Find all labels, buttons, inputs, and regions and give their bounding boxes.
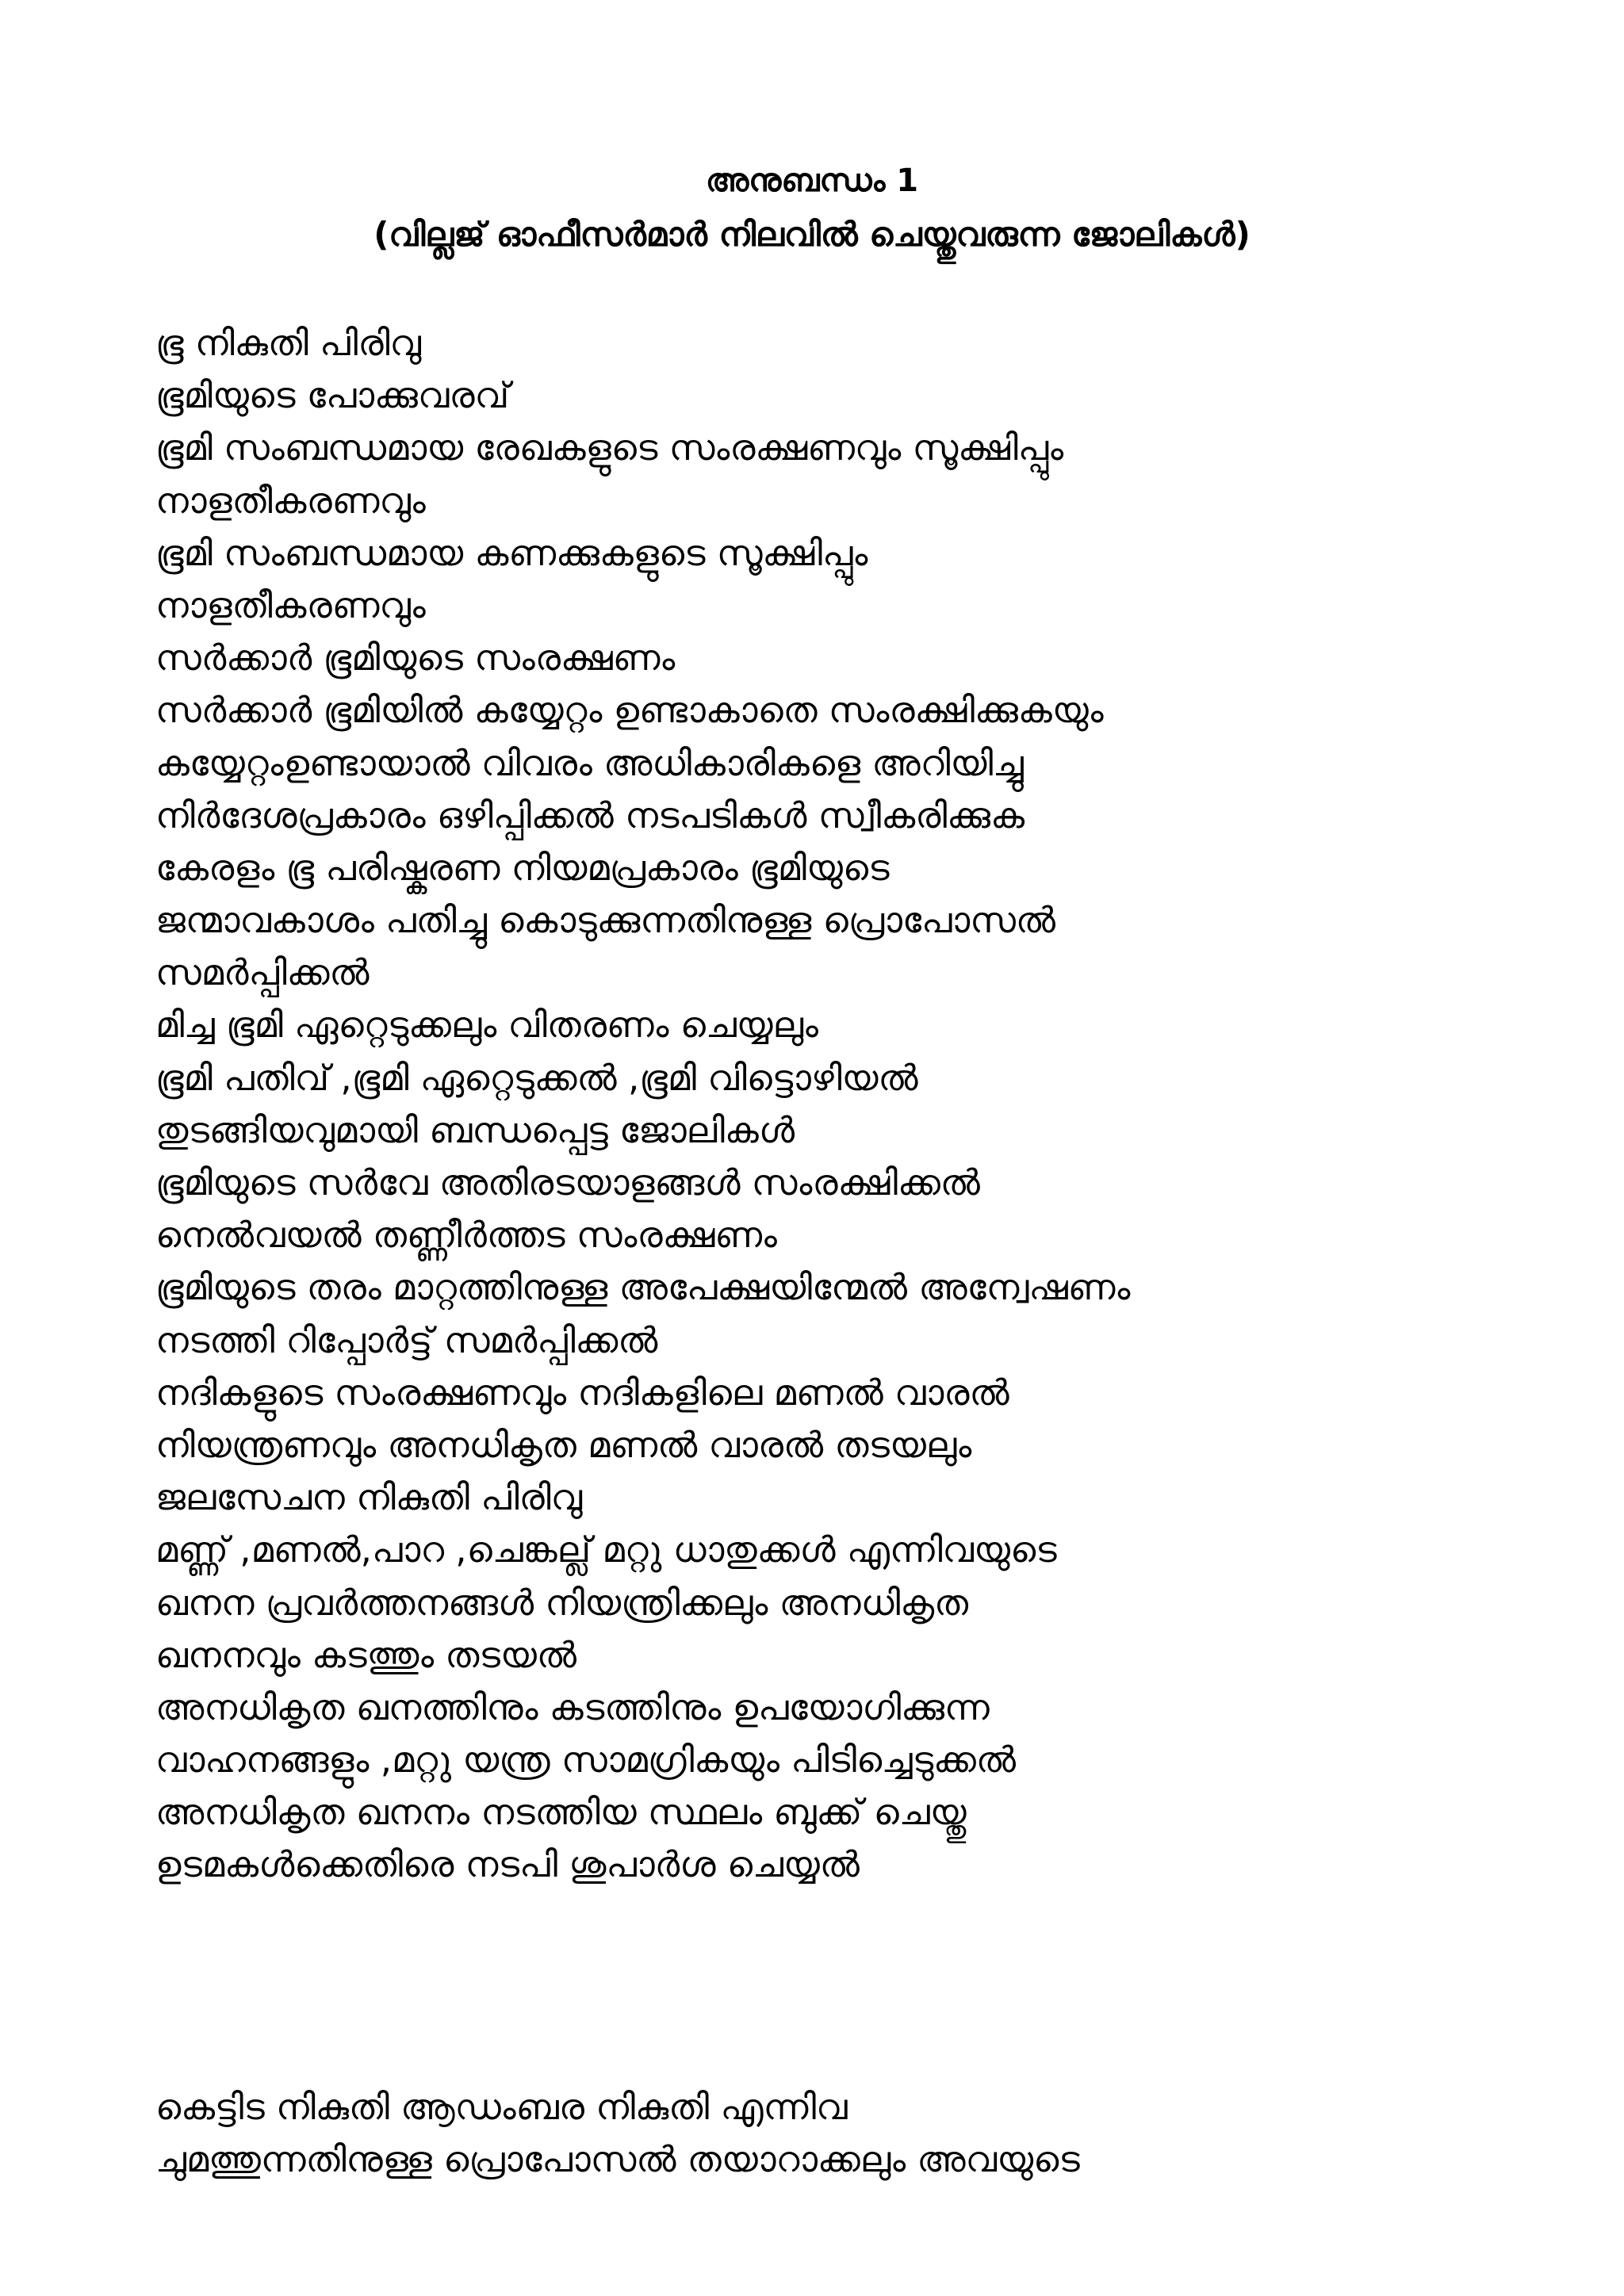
duty-line: അനധികൃത ഖനനം നടത്തിയ സ്ഥലം ബുക്ക് ചെയ്തു: [155, 1791, 967, 1834]
duty-line: ഉടമകൾക്കെതിരെ നടപി ശുപാർശ ചെയ്യൽ: [155, 1843, 860, 1886]
duty-line: ഭൂമിയുടെ പോക്കുവരവ്: [155, 374, 510, 417]
duty-line: തുടങ്ങിയവുമായി ബന്ധപ്പെട്ട ജോലികൾ: [155, 1108, 795, 1151]
duty-line: ജന്മാവകാശം പതിച്ചു കൊടുക്കുന്നതിനുള്ള പ്രൊപോസൽ: [155, 899, 1056, 942]
duty-line: മിച്ച ഭൂമി ഏറ്റെടുക്കലും വിതരണം ചെയ്യലും: [155, 1004, 818, 1047]
duty-line: ഖനന പ്രവർത്തനങ്ങൾ നിയന്ത്രിക്കലും അനധികൃത: [155, 1581, 969, 1624]
duty-line: സർക്കാർ ഭൂമിയുടെ സംരക്ഷണം: [155, 637, 676, 679]
document-subheading: (വില്ലജ് ഓഫീസർമാർ നിലവിൽ ചെയ്തുവരുന്ന ജോലികൾ): [373, 215, 1251, 254]
duty-line: നിർദേശപ്രകാരം ഒഴിപ്പിക്കൽ നടപടികൾ സ്വീകരിക്കുക: [155, 794, 1025, 836]
duty-line: മണ്ണ് ,മണൽ,പാറ ,ചെങ്കല്ല് മറ്റു ധാതുക്കൾ എന്നിവയുടെ: [155, 1529, 1057, 1571]
document-heading: അനുബന്ധം 1: [705, 163, 919, 199]
duty-line: കേരളം ഭൂ പരിഷ്കരണ നിയമപ്രകാരം ഭൂമിയുടെ: [155, 846, 890, 889]
duty-line: സർക്കാർ ഭൂമിയിൽ കയ്യേറ്റം ഉണ്ടാകാതെ സംരക്ഷിക്കുകയും: [155, 689, 1104, 732]
duty-line: ഭൂമിയുടെ തരം മാറ്റത്തിനുള്ള അപേക്ഷയിന്മേൽ അന്വേഷണം: [155, 1266, 1131, 1309]
duty-line: നാളതീകരണവും: [155, 584, 426, 626]
duty-line: ജലസേചന നികുതി പിരിവു: [155, 1476, 583, 1519]
duty-line: കെട്ടിട നികുതി ആഡംബര നികുതി എന്നിവ: [155, 2086, 848, 2128]
duties-list: [155, 317, 1472, 1892]
duty-line: ചുമത്തുന്നതിനുള്ള പ്രൊപോസൽ തയാറാക്കലും അവയുടെ: [155, 2138, 1080, 2181]
duty-line: ഖനനവും കടത്തും തടയൽ: [155, 1633, 576, 1676]
duty-line: നെൽവയൽ തണ്ണീർത്തട സംരക്ഷണം: [155, 1214, 777, 1257]
duty-line: ഭൂ നികുതി പിരിവു: [155, 322, 422, 364]
duty-line: വാഹനങ്ങളും ,മറ്റു യന്ത്ര സാമഗ്രികയും പിടിച്ചെടുക്കൽ: [155, 1739, 1016, 1781]
duty-line: അനധികൃത ഖനത്തിനും കടത്തിനും ഉപയോഗിക്കുന്ന: [155, 1686, 990, 1728]
duty-line: നദികളുടെ സംരക്ഷണവും നദികളിലെ മണൽ വാരൽ: [155, 1371, 1009, 1414]
duty-line: സമർപ്പിക്കൽ: [155, 951, 370, 994]
duty-line: നാളതീകരണവും: [155, 479, 426, 522]
duty-line: കയ്യേറ്റംഉണ്ടായാൽ വിവരം അധികാരികളെ അറിയിച്ചു: [155, 741, 1024, 784]
duty-line: നടത്തി റിപ്പോർട്ട് സമർപ്പിക്കൽ: [155, 1318, 658, 1361]
duty-line: ഭൂമി സംബന്ധമായ രേഖകളുടെ സംരക്ഷണവും സൂക്ഷിപ്പും: [155, 427, 1064, 469]
duty-line: ഭൂമി സംബന്ധമായ കണക്കുകളുടെ സൂക്ഷിപ്പും: [155, 531, 868, 574]
duty-line: ഭൂമിയുടെ സർവേ അതിരടയാളങ്ങൾ സംരക്ഷിക്കൽ: [155, 1161, 980, 1203]
duties-list-continued: [155, 2081, 1472, 2186]
duty-line: നിയന്ത്രണവും അനധികൃത മണൽ വാരൽ തടയലും: [155, 1423, 972, 1466]
duty-line: ഭൂമി പതിവ് ,ഭൂമി ഏറ്റെടുക്കൽ ,ഭൂമി വിട്ടൊഴിയൽ: [155, 1056, 918, 1099]
